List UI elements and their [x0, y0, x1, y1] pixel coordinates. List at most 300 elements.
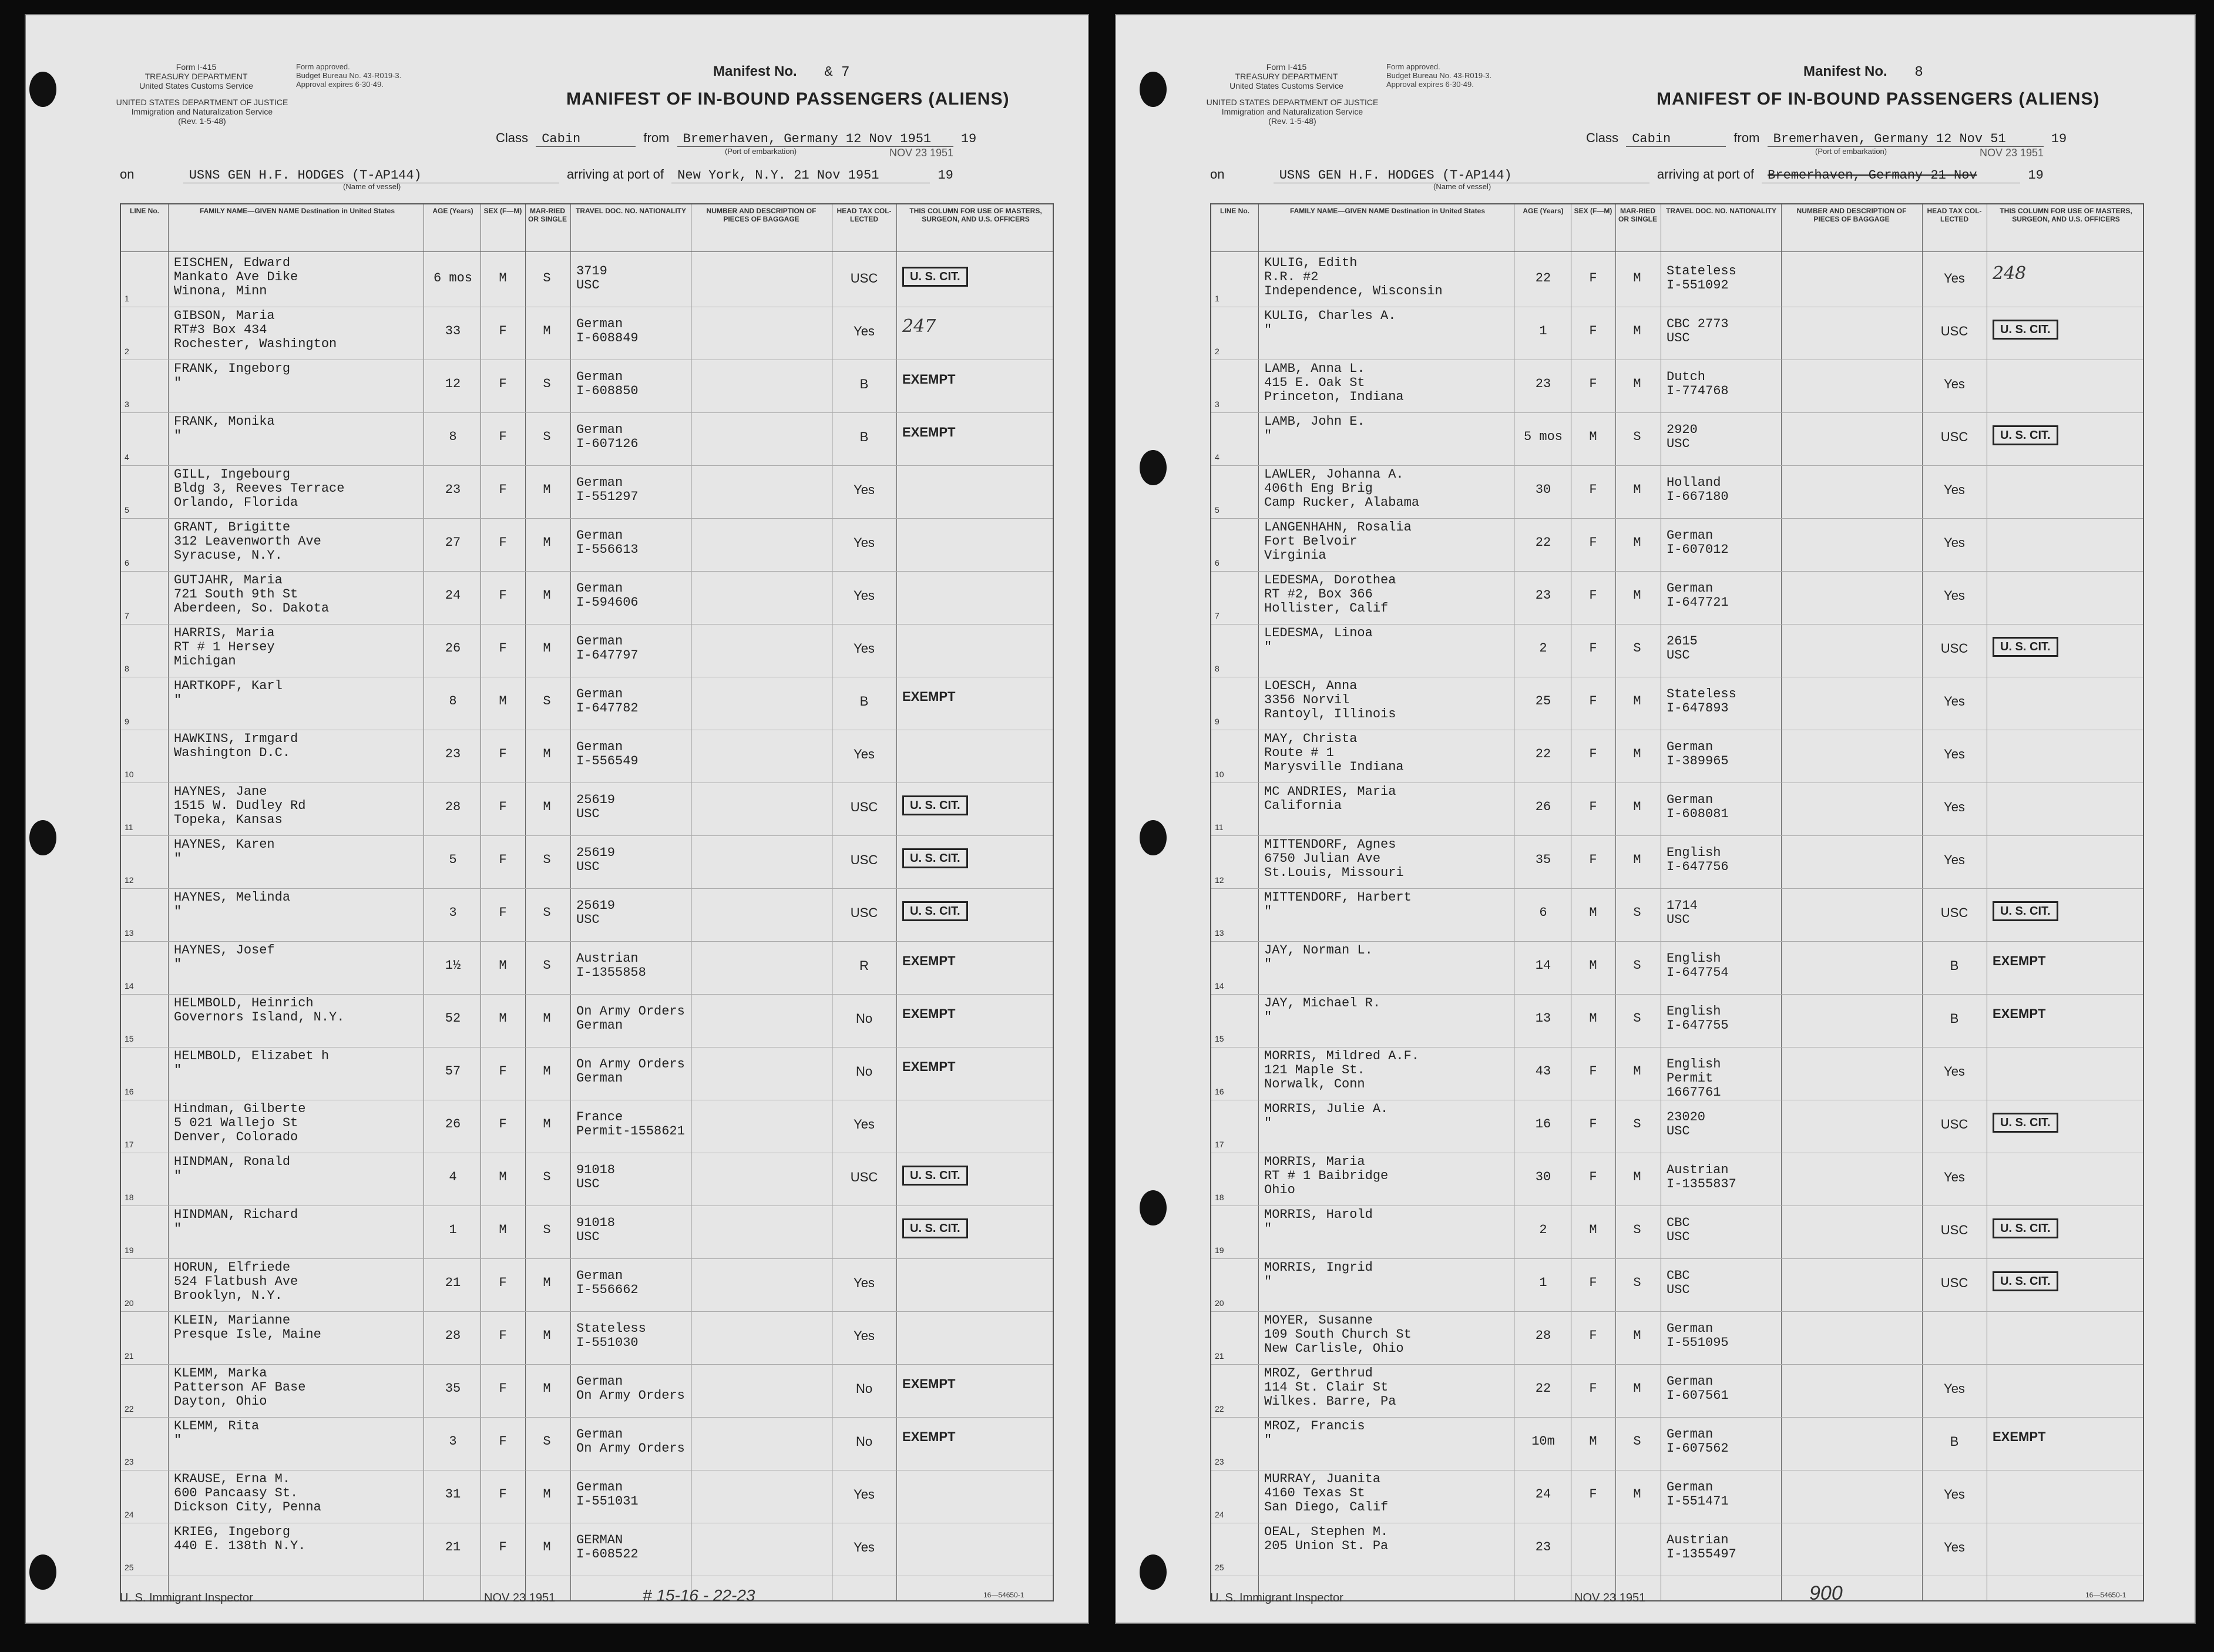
travel-document: 2615 USC [1667, 634, 1698, 663]
head-tax: Yes [1944, 852, 1965, 867]
date-stamp: NOV 23 1951 [1980, 147, 2044, 159]
punch-hole [29, 72, 56, 107]
officer-mark [1993, 954, 2139, 969]
passenger-name: HARTKOPF, Karl " [174, 679, 283, 707]
approval-line: Form approved. [1386, 62, 1440, 71]
passenger-name: MORRIS, Ingrid " [1264, 1260, 1373, 1289]
table-row [121, 835, 1053, 889]
approval-note [1386, 62, 1539, 89]
table-row [1211, 1047, 2143, 1100]
head-tax: Yes [854, 482, 875, 497]
table-row [121, 360, 1053, 413]
head-tax: B [1950, 958, 1959, 973]
passenger-sex: F [1589, 482, 1597, 497]
header-sex: SEX (F—M) [483, 207, 522, 215]
travel-document: 25619 USC [576, 845, 616, 874]
marital-status: M [543, 1117, 551, 1131]
passenger-age: 1 [1539, 1275, 1547, 1290]
officer-mark [1993, 1271, 2139, 1291]
on-label: on [1210, 167, 1225, 182]
us-citizen-stamp: U. S. CIT. [1993, 1218, 2058, 1238]
travel-document: English I-647755 [1667, 1004, 1729, 1033]
travel-document: 1714 USC [1667, 898, 1698, 927]
passenger-age: 1½ [445, 958, 461, 973]
travel-document: On Army Orders German [576, 1004, 685, 1033]
passenger-sex: M [499, 1011, 507, 1026]
row-number: 25 [125, 1563, 134, 1572]
travel-document: German I-556662 [576, 1268, 639, 1297]
row-number: 9 [1215, 717, 1219, 726]
passenger-age: 28 [445, 1328, 461, 1343]
officer-mark [1993, 320, 2139, 340]
passenger-sex: M [499, 694, 507, 709]
travel-document: German I-607562 [1667, 1427, 1729, 1456]
passenger-name: LAMB, Anna L. 415 E. Oak St Princeton, Indiana [1264, 361, 1404, 404]
officer-mark [1993, 1007, 2139, 1022]
passenger-name: HAYNES, Karen " [174, 837, 275, 866]
class-value: Cabin [536, 132, 636, 147]
travel-document: Holland I-667180 [1667, 475, 1729, 504]
table-row [121, 1311, 1053, 1365]
passenger-sex: F [499, 429, 507, 444]
head-tax: Yes [854, 1487, 875, 1502]
passenger-name: HORUN, Elfriede 524 Flatbush Ave Brooklyn, N.Y. [174, 1260, 298, 1303]
head-tax: Yes [854, 535, 875, 550]
marital-status: M [1633, 377, 1641, 391]
passenger-sex: F [499, 588, 507, 603]
exempt-stamp: EXEMPT [1993, 953, 2046, 968]
head-tax: No [855, 1064, 873, 1079]
passenger-name: MORRIS, Maria RT # 1 Baibridge Ohio [1264, 1154, 1389, 1197]
row-number: 6 [1215, 558, 1219, 568]
class-label: Class [496, 130, 529, 145]
year-suffix: 19 [2028, 168, 2044, 183]
table-row [1211, 1100, 2143, 1153]
row-number: 2 [1215, 347, 1219, 356]
travel-document: German I-607126 [576, 422, 639, 451]
row-number: 10 [125, 770, 134, 779]
marital-status: S [1633, 1434, 1641, 1449]
passenger-sex: F [499, 1381, 507, 1396]
head-tax: USC [850, 800, 878, 814]
table-row [121, 1470, 1053, 1523]
marital-status: S [543, 1170, 551, 1184]
officer-mark [902, 316, 1049, 337]
marital-status: S [543, 377, 551, 391]
passenger-name: LEDESMA, Dorothea RT #2, Box 366 Hollister, Calif [1264, 573, 1396, 616]
table-row [121, 465, 1053, 519]
class-value: Cabin [1626, 132, 1726, 147]
table-row [1211, 412, 2143, 466]
head-tax: USC [850, 1170, 878, 1184]
passenger-age: 3 [449, 1434, 457, 1449]
row-number: 5 [125, 505, 129, 515]
us-citizen-stamp: U. S. CIT. [1993, 1113, 2058, 1133]
passenger-age: 8 [449, 694, 457, 709]
passenger-age: 33 [445, 324, 461, 338]
travel-document: German I-594606 [576, 581, 639, 610]
header-baggage: NUMBER AND DESCRIPTION OF PIECES OF BAGGAGE [706, 207, 817, 223]
passenger-age: 27 [445, 535, 461, 550]
travel-document: Dutch I-774768 [1667, 370, 1729, 398]
table-row [121, 412, 1053, 466]
table-row [121, 1153, 1053, 1206]
passenger-name: MC ANDRIES, Maria California [1264, 784, 1396, 813]
head-tax: USC [850, 905, 878, 920]
passenger-name: HINDMAN, Richard " [174, 1207, 298, 1236]
approval-line: Approval expires 6-30-49. [296, 80, 384, 89]
passenger-age: 8 [449, 429, 457, 444]
passenger-sex: F [1589, 1328, 1597, 1343]
travel-document: German I-551095 [1667, 1321, 1729, 1350]
row-number: 1 [125, 294, 129, 303]
approval-line: Approval expires 6-30-49. [1386, 80, 1474, 89]
marital-status: S [1633, 1223, 1641, 1237]
passenger-name: KULIG, Charles A. " [1264, 308, 1396, 337]
marital-status: M [543, 1011, 551, 1026]
exempt-stamp: EXEMPT [1993, 1006, 2046, 1021]
travel-document: Austrian I-1355858 [576, 951, 646, 980]
passenger-name: EISCHEN, Edward Mankato Ave Dike Winona, Minn [174, 256, 298, 298]
table-row [121, 571, 1053, 624]
row-number: 13 [125, 928, 134, 938]
passenger-sex: F [1589, 1381, 1597, 1396]
passenger-name: FRANK, Ingeborg " [174, 361, 291, 390]
head-tax: Yes [1944, 377, 1965, 391]
justice-line: UNITED STATES DEPARTMENT OF JUSTICE [116, 98, 288, 107]
head-tax: No [855, 1434, 873, 1449]
passenger-sex: M [499, 958, 507, 973]
justice-line: (Rev. 1-5-48) [1268, 116, 1316, 126]
form-header [126, 62, 267, 90]
us-citizen-stamp: U. S. CIT. [902, 848, 968, 868]
exempt-stamp: EXEMPT [902, 953, 956, 968]
travel-document: German I-556549 [576, 740, 639, 768]
justice-line: Immigration and Naturalization Service [131, 107, 273, 116]
table-row [1211, 1364, 2143, 1418]
head-tax: USC [1940, 905, 1968, 920]
passenger-age: 35 [1535, 852, 1551, 867]
department: TREASURY DEPARTMENT [145, 72, 248, 81]
head-tax: Yes [1944, 1170, 1965, 1184]
marital-status: S [543, 1223, 551, 1237]
table-row [1211, 1417, 2143, 1470]
table-row [121, 730, 1053, 783]
us-citizen-stamp: U. S. CIT. [902, 267, 968, 287]
marital-status: S [543, 1434, 551, 1449]
row-number: 6 [125, 558, 129, 568]
passenger-sex: F [499, 1064, 507, 1079]
head-tax: Yes [854, 1275, 875, 1290]
marital-status: M [543, 1064, 551, 1079]
header-sex: SEX (F—M) [1574, 207, 1612, 215]
us-citizen-stamp: U. S. CIT. [1993, 425, 2058, 445]
row-number: 19 [125, 1245, 134, 1255]
officer-mark [1993, 425, 2139, 445]
handwritten-note: 900 [1809, 1582, 1843, 1604]
passenger-sex: F [1589, 271, 1597, 286]
us-citizen-stamp: U. S. CIT. [1993, 1271, 2058, 1291]
passenger-name: KRAUSE, Erna M. 600 Pancaasy St. Dickson City, Penna [174, 1472, 321, 1515]
passenger-sex: F [1589, 852, 1597, 867]
vessel-line [1210, 167, 2044, 183]
marital-status: S [543, 694, 551, 709]
passenger-age: 5 [449, 852, 457, 867]
date-stamp: NOV 23 1951 [889, 147, 954, 159]
header-baggage: NUMBER AND DESCRIPTION OF PIECES OF BAGGAGE [1796, 207, 1907, 223]
travel-document: Austrian I-1355837 [1667, 1163, 1736, 1191]
passenger-age: 35 [445, 1381, 461, 1396]
travel-document: English I-647756 [1667, 845, 1729, 874]
table-row [121, 1523, 1053, 1576]
head-tax: Yes [1944, 1381, 1965, 1396]
head-tax: Yes [1944, 747, 1965, 761]
officer-mark [1993, 1218, 2139, 1238]
officer-mark [902, 848, 1049, 868]
passenger-sex: F [499, 800, 507, 814]
table-row [1211, 1206, 2143, 1259]
travel-document: English Permit 1667761 [1667, 1057, 1721, 1100]
table-row [1211, 1523, 2143, 1576]
passenger-name: HELMBOLD, Elizabet h " [174, 1049, 330, 1077]
travel-document: 23020 USC [1667, 1110, 1706, 1139]
passenger-age: 21 [445, 1540, 461, 1554]
marital-status: M [543, 1328, 551, 1343]
header-travel-doc: TRAVEL DOC. NO. NATIONALITY [576, 207, 686, 215]
service: United States Customs Service [139, 81, 253, 90]
head-tax: B [859, 694, 869, 709]
row-number: 4 [125, 452, 129, 462]
passenger-sex: F [499, 482, 507, 497]
passenger-sex: M [499, 1223, 507, 1237]
table-row [121, 888, 1053, 942]
head-tax: B [1950, 1434, 1959, 1449]
year-suffix: 19 [938, 168, 953, 183]
passenger-age: 28 [1535, 1328, 1551, 1343]
manifest-value: 8 [1914, 65, 1923, 80]
head-tax: Yes [854, 1117, 875, 1131]
passenger-name: MITTENDORF, Agnes 6750 Julian Ave St.Louis, Missouri [1264, 837, 1404, 880]
travel-document: On Army Orders German [576, 1057, 685, 1086]
head-tax: No [855, 1011, 873, 1026]
passenger-sex: F [1589, 1064, 1597, 1079]
us-citizen-stamp: U. S. CIT. [902, 795, 968, 815]
marital-status: M [543, 588, 551, 603]
punch-hole [1140, 820, 1167, 855]
port-embarkation: Bremerhaven, Germany 12 Nov 51 [1768, 132, 2044, 147]
row-number: 16 [125, 1087, 134, 1096]
officer-note: 247 [902, 316, 936, 337]
officer-mark [902, 1377, 1049, 1392]
table-row [121, 1100, 1053, 1153]
travel-document: 3719 USC [576, 264, 607, 293]
manifest-page-right [1115, 14, 2196, 1624]
row-number: 18 [1215, 1193, 1224, 1202]
marital-status: S [1633, 1275, 1641, 1290]
passenger-age: 1 [449, 1223, 457, 1237]
row-number: 16 [1215, 1087, 1224, 1096]
arrival-port: New York, N.Y. 21 Nov 1951 [671, 168, 930, 183]
table-row [1211, 254, 2143, 307]
form-code: 16—54650-1 [983, 1591, 1024, 1599]
passenger-name: OEAL, Stephen M. 205 Union St. Pa [1264, 1525, 1389, 1553]
department: TREASURY DEPARTMENT [1235, 72, 1338, 81]
passenger-name: MROZ, Gerthrud 114 St. Clair St Wilkes. Barre, Pa [1264, 1366, 1396, 1409]
marital-status: M [1633, 1328, 1641, 1343]
travel-document: 91018 USC [576, 1216, 616, 1244]
exempt-stamp: EXEMPT [902, 1429, 956, 1444]
passenger-name: HAYNES, Jane 1515 W. Dudley Rd Topeka, Kansas [174, 784, 306, 827]
travel-document: CBC 2773 USC [1667, 317, 1729, 345]
justice-header [1181, 98, 1404, 126]
officer-note: 248 [1993, 263, 2027, 284]
travel-document: German I-551297 [576, 475, 639, 504]
marital-status: M [1633, 1381, 1641, 1396]
row-number: 17 [1215, 1140, 1224, 1149]
marital-status: M [1633, 1487, 1641, 1502]
passenger-age: 30 [1535, 482, 1551, 497]
us-citizen-stamp: U. S. CIT. [902, 1218, 968, 1238]
header-age: AGE (Years) [1523, 207, 1564, 215]
table-row [121, 677, 1053, 730]
head-tax: USC [1940, 1223, 1968, 1237]
us-citizen-stamp: U. S. CIT. [902, 1166, 968, 1186]
table-row [121, 1258, 1053, 1312]
table-row [1211, 571, 2143, 624]
marital-status: M [543, 747, 551, 761]
passenger-sex: F [499, 1275, 507, 1290]
passenger-sex: F [499, 1328, 507, 1343]
marital-status: M [543, 1487, 551, 1502]
inspector-label: U. S. Immigrant Inspector [120, 1591, 253, 1604]
travel-document: Stateless I-647893 [1667, 687, 1736, 716]
passenger-sex: F [1589, 800, 1597, 814]
vessel-caption: (Name of vessel) [343, 182, 401, 191]
row-number: 20 [125, 1298, 134, 1308]
passenger-sex: F [499, 377, 507, 391]
travel-document: GERMAN I-608522 [576, 1533, 639, 1562]
row-number: 15 [1215, 1034, 1224, 1043]
passenger-sex: F [499, 905, 507, 920]
passenger-name: HAYNES, Melinda " [174, 890, 291, 919]
head-tax: Yes [1944, 800, 1965, 814]
passenger-name: LANGENHAHN, Rosalia Fort Belvoir Virginia [1264, 520, 1412, 563]
header-name: FAMILY NAME—GIVEN NAME Destination in United States [199, 207, 395, 215]
justice-line: (Rev. 1-5-48) [178, 116, 226, 126]
passenger-name: MURRAY, Juanita 4160 Texas St San Diego, Calif [1264, 1472, 1389, 1515]
passenger-sex: F [1589, 1170, 1597, 1184]
row-number: 3 [125, 399, 129, 409]
passenger-sex: M [1589, 429, 1597, 444]
row-number: 20 [1215, 1298, 1224, 1308]
passenger-sex: F [499, 1540, 507, 1554]
marital-status: M [1633, 747, 1641, 761]
passenger-sex: F [499, 1487, 507, 1502]
row-number: 18 [125, 1193, 134, 1202]
travel-document: 2920 USC [1667, 422, 1698, 451]
marital-status: M [1633, 482, 1641, 497]
passenger-sex: F [499, 535, 507, 550]
passenger-age: 23 [1535, 377, 1551, 391]
passenger-age: 2 [1539, 1223, 1547, 1237]
table-row [1211, 994, 2143, 1047]
head-tax: Yes [1944, 588, 1965, 603]
header-age: AGE (Years) [432, 207, 473, 215]
travel-document: German I-647782 [576, 687, 639, 716]
passenger-age: 26 [1535, 800, 1551, 814]
head-tax: Yes [854, 588, 875, 603]
table-row [1211, 624, 2143, 677]
table-row [1211, 835, 2143, 889]
passenger-age: 26 [445, 641, 461, 656]
passenger-name: GIBSON, Maria RT#3 Box 434 Rochester, Washington [174, 308, 337, 351]
passenger-sex: M [1589, 1011, 1597, 1026]
page-title: MANIFEST OF IN-BOUND PASSENGERS (ALIENS) [566, 89, 1010, 109]
passenger-age: 12 [445, 377, 461, 391]
travel-document: German I-556613 [576, 528, 639, 557]
row-number: 4 [1215, 452, 1219, 462]
travel-document: German I-608081 [1667, 793, 1729, 821]
table-row [121, 624, 1053, 677]
travel-document: English I-647754 [1667, 951, 1729, 980]
passenger-sex: F [1589, 1275, 1597, 1290]
marital-status: M [543, 1275, 551, 1290]
manifest-page-left [25, 14, 1089, 1624]
passenger-sex: F [1589, 377, 1597, 391]
passenger-sex: M [1589, 1434, 1597, 1449]
row-number: 14 [1215, 981, 1224, 990]
manifest-value: & 7 [824, 65, 850, 80]
row-number: 17 [125, 1140, 134, 1149]
officer-mark [902, 690, 1049, 705]
passenger-sex: M [1589, 958, 1597, 973]
exempt-stamp: EXEMPT [1993, 1429, 2046, 1444]
row-number: 11 [125, 822, 133, 832]
passenger-name: KLEMM, Marka Patterson AF Base Dayton, Ohio [174, 1366, 306, 1409]
travel-document: Austrian I-1355497 [1667, 1533, 1736, 1562]
passenger-age: 23 [445, 747, 461, 761]
punch-hole [1140, 1190, 1167, 1225]
head-tax: USC [850, 852, 878, 867]
header-officers: THIS COLUMN FOR USE OF MASTERS, SURGEON, AND U.S. OFFICERS [2000, 207, 2132, 223]
class-line [496, 130, 976, 147]
passenger-age: 28 [445, 800, 461, 814]
passenger-age: 26 [445, 1117, 461, 1131]
row-number: 2 [125, 347, 129, 356]
passenger-age: 22 [1535, 1381, 1551, 1396]
marital-status: M [1633, 694, 1641, 709]
row-number: 7 [1215, 611, 1219, 620]
table-row [1211, 1153, 2143, 1206]
passenger-sex: F [499, 641, 507, 656]
from-label: from [643, 130, 670, 145]
passenger-name: HINDMAN, Ronald " [174, 1154, 291, 1183]
approval-line: Budget Bureau No. 43-R019-3. [1386, 71, 1492, 80]
vessel-caption: (Name of vessel) [1433, 182, 1491, 191]
marital-status: M [543, 641, 551, 656]
marital-status: M [1633, 1064, 1641, 1079]
passenger-age: 57 [445, 1064, 461, 1079]
row-number: 24 [125, 1510, 134, 1519]
passenger-name: MORRIS, Julie A. " [1264, 1102, 1389, 1130]
passenger-name: HARRIS, Maria RT # 1 Hersey Michigan [174, 626, 275, 669]
arriving-label: arriving at port of [566, 167, 664, 182]
header-line: LINE No. [1220, 207, 1249, 215]
travel-document: 25619 USC [576, 898, 616, 927]
passenger-name: HELMBOLD, Heinrich Governors Island, N.Y. [174, 996, 345, 1025]
travel-document: German I-647721 [1667, 581, 1729, 610]
travel-document: German I-608850 [576, 370, 639, 398]
